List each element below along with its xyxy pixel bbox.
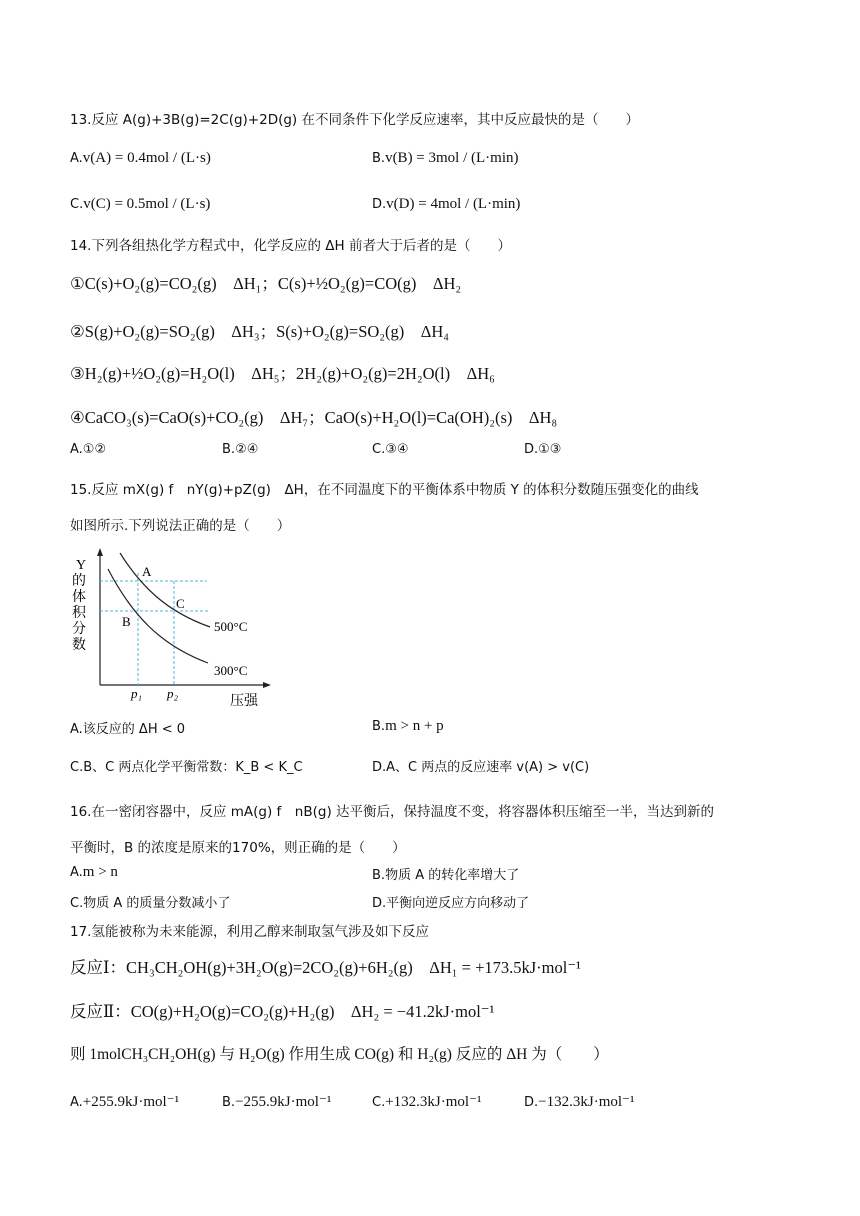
q15-option-a	[70, 718, 185, 738]
q17-reaction-2: 反应Ⅱ：CO(g)+H₂O(g)=CO₂(g)+H₂(g) ΔH₂ = −41.2kJ·mol⁻¹	[70, 1002, 495, 1021]
figure-ylabel-4: 分	[72, 622, 86, 637]
q15-stem-line1: 15.反应 mX(g) f nY(g)+pZ(g) ΔH，在不同温度下的平衡体系中物质 Y 的体积分数随压强变化的曲线	[70, 482, 699, 498]
q15-figure	[70, 545, 280, 710]
option-text: v(C) = 0.5mol / (L·s)	[83, 196, 211, 212]
option-label: B.	[372, 719, 386, 734]
q17-question: 则 1molCH₃CH₂OH(g) 与 H₂O(g) 作用生成 CO(g) 和 H₂(g) 反应的 ΔH 为（ ）	[70, 1046, 609, 1063]
q14-stem: 14.下列各组热化学方程式中，化学反应的 ΔH 前者大于后者的是（ ）	[70, 238, 511, 254]
figure-curve-label-500: 500°C	[214, 619, 248, 634]
option-label: A.	[70, 865, 83, 880]
q14-item-3: ③H₂(g)+½O₂(g)=H₂O(l) ΔH₅；2H₂(g)+O₂(g)=2H₂O(l) ΔH₆	[70, 364, 495, 383]
q14-option-b	[222, 441, 258, 458]
figure-xlabel: 压强	[230, 694, 258, 709]
figure-x-arrow	[263, 682, 271, 688]
option-label: D.	[524, 442, 539, 457]
q16-option-c	[70, 892, 230, 912]
q15-option-d	[372, 756, 589, 776]
figure-ylabel-5: 数	[72, 638, 86, 653]
option-text: 平衡向逆反应方向移动了	[386, 896, 530, 911]
option-text: ①②	[82, 442, 107, 457]
q15-stem-line2: 如图所示.下列说法正确的是（ ）	[70, 518, 291, 534]
q15-option-b	[372, 718, 444, 735]
option-label: C.	[70, 760, 84, 775]
figure-curve-500	[120, 553, 210, 627]
option-text: A、C 两点的反应速率 v(A) > v(C)	[386, 760, 590, 775]
q16-option-b	[372, 864, 519, 884]
option-label: C.	[70, 896, 84, 911]
q13-option-b	[372, 150, 519, 167]
q13-stem: 13.反应 A(g)+3B(g)=2C(g)+2D(g) 在不同条件下化学反应速率，其中反应最快的是（ ）	[70, 112, 639, 128]
q14-item-4: ④CaCO₃(s)=CaO(s)+CO₂(g) ΔH₇；CaO(s)+H₂O(l)=Ca(OH)₂(s) ΔH₈	[70, 408, 558, 427]
option-text: 该反应的 ΔH < 0	[82, 722, 186, 737]
q17-option-b	[222, 1092, 331, 1111]
q13-option-c	[70, 196, 210, 213]
q16-option-d	[372, 892, 529, 912]
option-label: B.	[222, 1095, 236, 1110]
figure-xtick-p1: p₁	[131, 686, 143, 701]
figure-curve-label-300: 300°C	[214, 663, 248, 678]
option-text: +132.3kJ·mol⁻¹	[385, 1094, 482, 1110]
q15-option-c	[70, 756, 303, 776]
option-label: D.	[372, 896, 387, 911]
figure-point-b: B	[122, 614, 131, 629]
option-label: B.	[222, 442, 236, 457]
option-label: D.	[372, 760, 387, 775]
option-text: +255.9kJ·mol⁻¹	[82, 1094, 180, 1110]
figure-ylabel-0: Y	[76, 558, 87, 573]
option-label: A.	[70, 442, 83, 457]
option-label: D.	[524, 1095, 539, 1110]
option-label: C.	[372, 1095, 386, 1110]
option-text: m > n + p	[385, 718, 444, 734]
option-label: A.	[70, 151, 83, 166]
q13-option-a	[70, 150, 211, 167]
q14-option-a	[70, 441, 106, 458]
option-text: ③④	[385, 442, 409, 457]
q17-option-c	[372, 1092, 482, 1111]
q14-option-d	[524, 441, 561, 458]
option-label: A.	[70, 722, 83, 737]
q14-item-2: ②S(g)+O₂(g)=SO₂(g) ΔH₃；S(s)+O₂(g)=SO₂(g) ΔH₄	[70, 322, 450, 341]
figure-y-arrow	[97, 548, 103, 556]
option-text: v(B) = 3mol / (L·min)	[385, 150, 519, 166]
option-text: 物质 A 的转化率增大了	[385, 868, 520, 883]
option-label: C.	[70, 197, 84, 212]
figure-ylabel-1: 的	[72, 574, 86, 589]
option-text: ①③	[538, 442, 562, 457]
q17-option-a	[70, 1092, 179, 1111]
q16-stem-line2: 平衡时，B 的浓度是原来的170%，则正确的是（ ）	[70, 840, 406, 856]
q16-option-a	[70, 864, 118, 881]
q14-item-1: ①C(s)+O₂(g)=CO₂(g) ΔH₁；C(s)+½O₂(g)=CO(g) ΔH₂	[70, 274, 462, 293]
q13-option-d	[372, 196, 520, 213]
q17-stem: 17.氢能被称为未来能源，利用乙醇来制取氢气涉及如下反应	[70, 924, 429, 940]
q14-option-c	[372, 441, 409, 458]
option-label: C.	[372, 442, 386, 457]
option-text: −255.9kJ·mol⁻¹	[235, 1094, 332, 1110]
option-text: m > n	[82, 864, 118, 880]
option-label: A.	[70, 1095, 83, 1110]
q16-stem-line1: 16.在一密闭容器中，反应 mA(g) f nB(g) 达平衡后，保持温度不变，将容器体积压缩至一半，当达到新的	[70, 804, 715, 820]
option-label: D.	[372, 197, 387, 212]
option-text: ②④	[235, 442, 259, 457]
figure-ylabel-3: 积	[72, 606, 86, 621]
option-text: 物质 A 的质量分数减小了	[83, 896, 231, 911]
option-text: v(D) = 4mol / (L·min)	[386, 196, 521, 212]
figure-point-a: A	[142, 564, 152, 579]
figure-xtick-p2: p₂	[167, 686, 179, 701]
figure-point-c: C	[176, 596, 185, 611]
option-label: B.	[372, 151, 386, 166]
option-text: B、C 两点化学平衡常数：K_B < K_C	[83, 760, 303, 775]
q17-option-d	[524, 1092, 634, 1111]
figure-ylabel-2: 体	[72, 590, 86, 605]
option-text: −132.3kJ·mol⁻¹	[538, 1094, 635, 1110]
q17-reaction-1: 反应Ⅰ：CH₃CH₂OH(g)+3H₂O(g)=2CO₂(g)+6H₂(g) ΔH₁ = +173.5kJ·mol⁻¹	[70, 958, 582, 977]
option-label: B.	[372, 868, 386, 883]
option-text: v(A) = 0.4mol / (L·s)	[82, 150, 211, 166]
